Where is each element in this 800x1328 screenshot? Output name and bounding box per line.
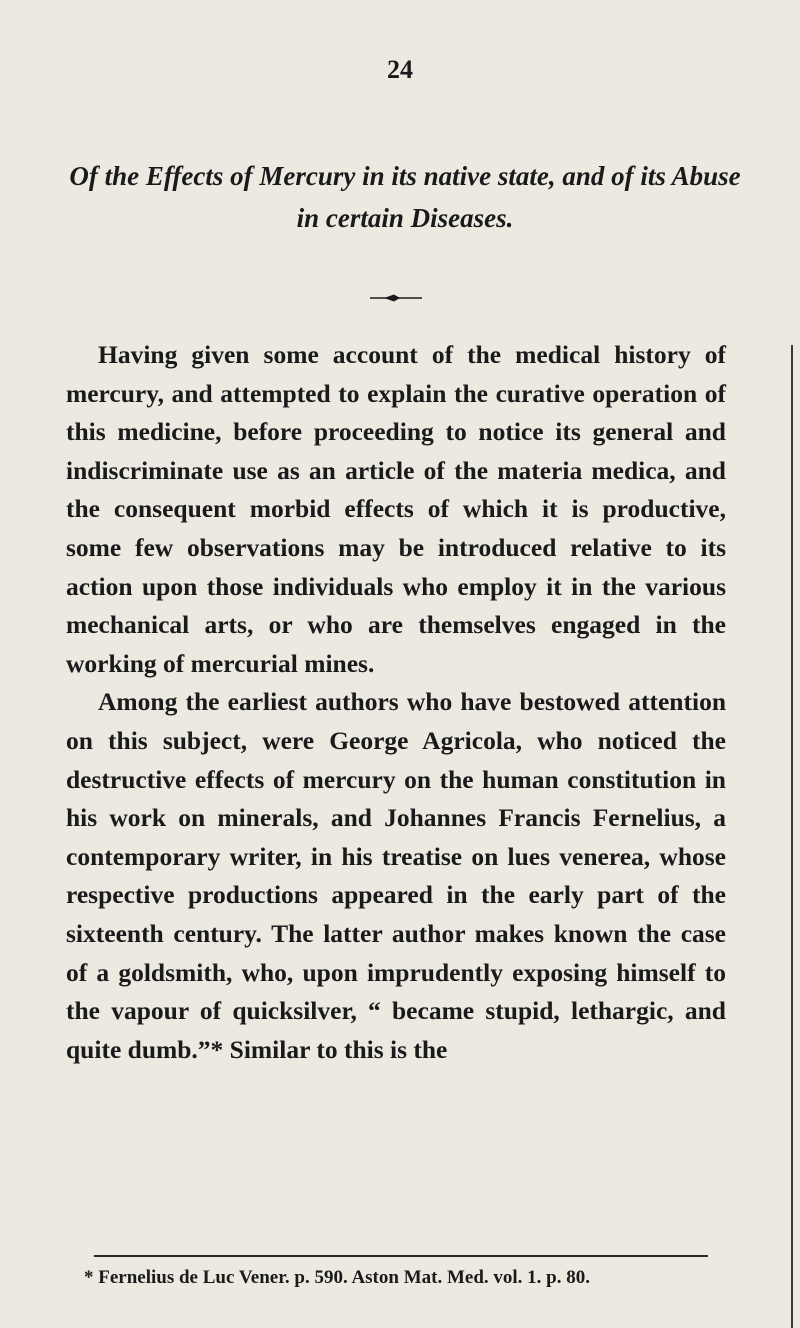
page-edge-line [791,345,793,1328]
paragraph-1: Having given some account of the medical history of mercury, and attempted to explain the curative operation of this medicine, before proceeding to notice its general and indiscriminate use as an article of the materia medica, and the consequent morbid effects of which it is productive, some few observations may be introduced relative to its action upon those individuals who employ it in the various mechanical arts, or who are themselves engaged in the working of mercurial mines. [66,340,726,678]
footnote: * Fernelius de Luc Vener. p. 590. Aston Mat. Med. vol. 1. p. 80. [84,1267,590,1288]
footnote-rule [94,1255,708,1257]
paragraph-2: Among the earliest authors who have bestowed attention on this subject, were George Agricola, who noticed the destructive effects of mercury on the human constitution in his work on minerals, and Johannes Francis Fernelius, a contemporary writer, in his treatise on lues venerea, whose respective productions appeared in the early part of the sixteenth century. The latter author makes known the case of a goldsmith, who, upon imprudently exposing himself to the vapour of quicksilver, “ became stupid, lethargic, and quite dumb.”* Similar to this is the [66,687,726,1064]
body-text [66,336,726,1069]
chapter-title: Of the Effects of Mercury in its native state, and of its Abuse in certain Diseases. [69,161,741,233]
page-number: 24 [387,55,413,84]
ornament-divider [366,293,426,303]
